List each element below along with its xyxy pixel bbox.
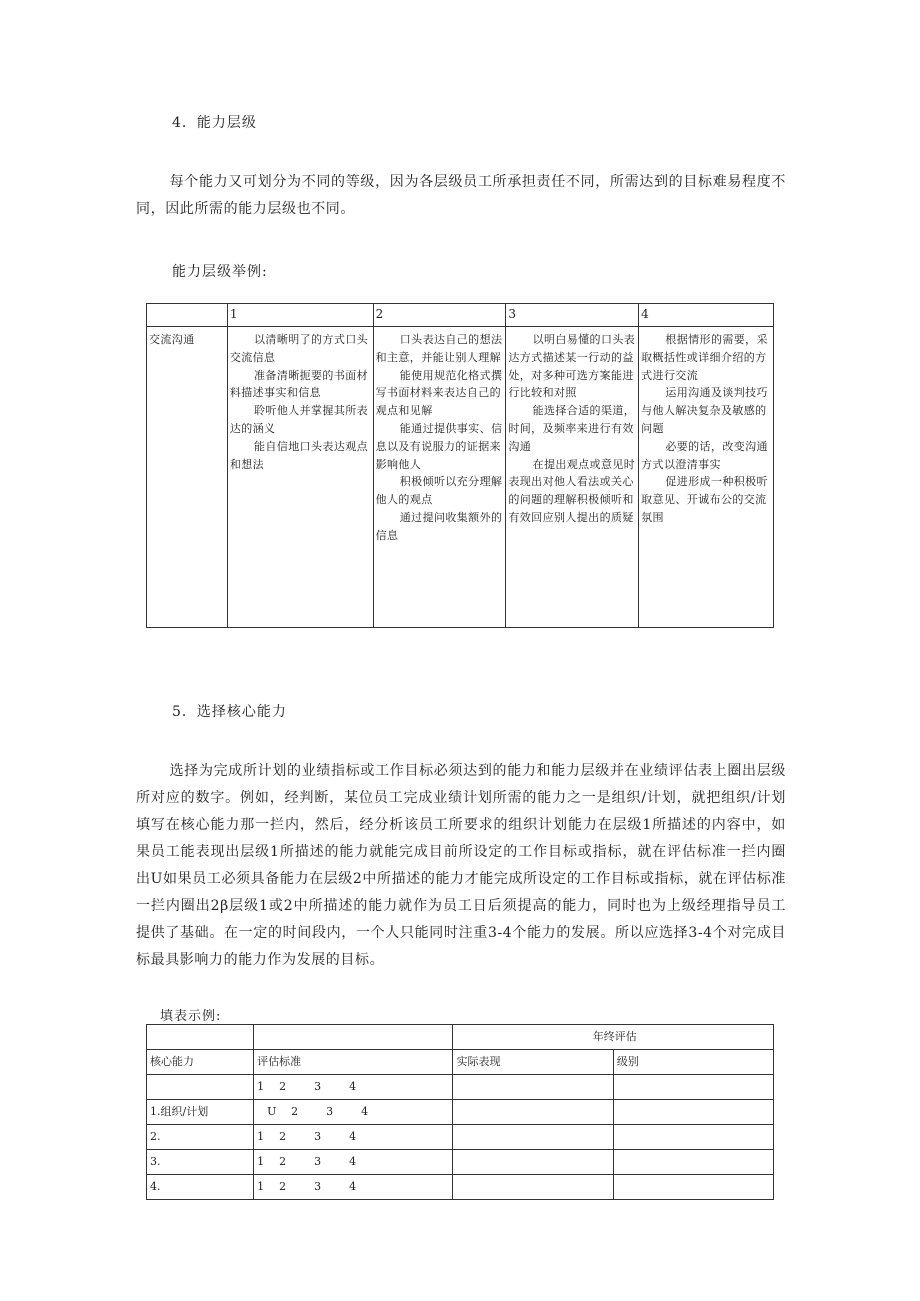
actual-performance-cell[interactable] bbox=[453, 1100, 613, 1125]
year-end-evaluation-header: 年终评估 bbox=[453, 1025, 774, 1050]
scale-value: 3 bbox=[314, 1180, 322, 1193]
level-4-cell bbox=[639, 327, 774, 628]
level-header: 级别 bbox=[613, 1050, 773, 1075]
levels-header-cell: 4 bbox=[639, 304, 774, 327]
levels-row-label: 交流沟通 bbox=[147, 327, 228, 628]
levels-body-row bbox=[147, 327, 774, 628]
scale-cell bbox=[254, 1100, 453, 1125]
section4-paragraph: 每个能力又可划分为不同的等级，因为各层级员工所承担责任不同，所需达到的目标难易程度不同，因此所需的能力层级也不同。 bbox=[136, 174, 786, 217]
scale-value: 4 bbox=[349, 1155, 357, 1168]
table-row bbox=[147, 1150, 774, 1175]
levels-header-cell: 1 bbox=[227, 304, 373, 327]
scale-cell bbox=[254, 1075, 453, 1100]
level-item: 运用沟通及谈判技巧与他人解决复杂及敏感的问题 bbox=[641, 386, 768, 435]
core-ability-cell: 3. bbox=[147, 1150, 254, 1175]
form-table bbox=[146, 1024, 774, 1200]
levels-header-cell: 3 bbox=[506, 304, 639, 327]
levels-header-row bbox=[147, 304, 774, 327]
levels-example-label: 能力层级举例: bbox=[172, 264, 268, 280]
levels-table bbox=[146, 303, 774, 628]
scale-value: 4 bbox=[349, 1180, 357, 1193]
level-item: 在提出观点或意见时表现出对他人看法或关心的问题的理解积极倾听和有效回应别人提出的质疑 bbox=[508, 457, 636, 524]
actual-performance-header: 实际表现 bbox=[453, 1050, 613, 1075]
level-cell[interactable] bbox=[613, 1150, 773, 1175]
levels-header-cell bbox=[147, 304, 228, 327]
level-item: 能选择合适的渠道，时间，及频率来进行有效沟通 bbox=[508, 404, 636, 453]
level-item: 聆听他人并掌握其所表达的涵义 bbox=[229, 404, 369, 435]
scale-value: 4 bbox=[349, 1130, 357, 1143]
level-item: 能通过提供事实、信息以及有说服力的证据来影响他人 bbox=[375, 421, 503, 471]
scale-value: 2 bbox=[291, 1105, 299, 1118]
actual-performance-cell[interactable] bbox=[453, 1150, 613, 1175]
level-item: 口头表达自己的想法和主意，并能让别人理解 bbox=[375, 333, 503, 364]
table-row bbox=[147, 1175, 774, 1200]
level-item: 促进形成一种积极听取意见、开诚布公的交流氛围 bbox=[641, 475, 768, 524]
level-cell[interactable] bbox=[613, 1075, 773, 1100]
level-item: 积极倾听以充分理解他人的观点 bbox=[375, 475, 503, 507]
actual-performance-cell[interactable] bbox=[453, 1125, 613, 1150]
form-blank-cell bbox=[147, 1025, 254, 1050]
level-2-cell bbox=[373, 327, 506, 628]
scale-value: 1 bbox=[257, 1080, 265, 1093]
scale-cell bbox=[254, 1175, 453, 1200]
scale-cell bbox=[254, 1150, 453, 1175]
core-ability-header: 核心能力 bbox=[147, 1050, 254, 1075]
core-ability-cell: 4. bbox=[147, 1175, 254, 1200]
level-cell[interactable] bbox=[613, 1175, 773, 1200]
scale-value: 1 bbox=[257, 1130, 265, 1143]
level-item: 以明白易懂的口头表达方式描述某一行动的益处，对多种可选方案能进行比较和对照 bbox=[508, 333, 636, 400]
scale-value: 1 bbox=[257, 1180, 265, 1193]
scale-value: 3 bbox=[326, 1105, 334, 1118]
form-top-row bbox=[147, 1025, 774, 1050]
level-item: 能自信地口头表达观点和想法 bbox=[229, 439, 369, 471]
scale-value: 4 bbox=[361, 1105, 369, 1118]
scale-value: 2 bbox=[279, 1180, 287, 1193]
table-row bbox=[147, 1075, 774, 1100]
level-item: 准备清晰扼要的书面材料描述事实和信息 bbox=[229, 368, 369, 400]
section5-heading: 5．选择核心能力 bbox=[172, 704, 287, 720]
form-blank-cell bbox=[254, 1025, 453, 1050]
level-1-cell bbox=[227, 327, 373, 628]
level-item: 通过提问收集额外的信息 bbox=[375, 510, 503, 542]
scale-value: U bbox=[267, 1105, 277, 1118]
levels-header-cell: 2 bbox=[373, 304, 506, 327]
level-cell[interactable] bbox=[613, 1100, 773, 1125]
section4-heading: 4．能力层级 bbox=[172, 115, 257, 131]
scale-value: 2 bbox=[279, 1130, 287, 1143]
evaluation-standard-header: 评估标准 bbox=[254, 1050, 453, 1075]
scale-value: 3 bbox=[314, 1155, 322, 1168]
scale-cell bbox=[254, 1125, 453, 1150]
core-ability-cell bbox=[147, 1075, 254, 1100]
level-3-cell bbox=[506, 327, 639, 628]
scale-value: 3 bbox=[314, 1080, 322, 1093]
core-ability-cell: 1.组织/计划 bbox=[147, 1100, 254, 1125]
scale-value: 3 bbox=[314, 1130, 322, 1143]
form-example-label: 填表示例: bbox=[160, 1009, 222, 1024]
table-row bbox=[147, 1100, 774, 1125]
scale-value: 4 bbox=[349, 1080, 357, 1093]
level-item: 以清晰明了的方式口头交流信息 bbox=[229, 333, 369, 364]
scale-value: 1 bbox=[257, 1155, 265, 1168]
level-item: 根据情形的需要，采取概括性或详细介绍的方式进行交流 bbox=[641, 333, 768, 382]
actual-performance-cell[interactable] bbox=[453, 1075, 613, 1100]
level-item: 必要的话，改变沟通方式以澄清事实 bbox=[641, 439, 768, 471]
scale-value: 2 bbox=[279, 1155, 287, 1168]
scale-value: 2 bbox=[279, 1080, 287, 1093]
table-row bbox=[147, 1125, 774, 1150]
core-ability-cell: 2. bbox=[147, 1125, 254, 1150]
actual-performance-cell[interactable] bbox=[453, 1175, 613, 1200]
section5-paragraph: 选择为完成所计划的业绩指标或工作目标必须达到的能力和能力层级并在业绩评估表上圈出层级所对应的数字。例如，经判断，某位员工完成业绩计划所需的能力之一是组织/计划，就把组织/计划填写在核心能力那一拦内，然后，经分析该员工所要求的组织计划能力在层级1所描述的内容中，如果员工能表现出层级1所描述的能力就能完成目前所设定的工作目标或指标，就在评估标准一拦内圈出U如果员工必须具备能力在层级2中所描述的能力才能完成所设定的工作目标或指标，就在评估标准一拦内圈出2β层级1或2中所描述的能力就作为员工日后须提高的能力，同时也为上级经理指导员工提供了基础。在一定的时间段内，一个人只能同时注重3-4个能力的发展。所以应选择3-4个对完成目标最具影响力的能力作为发展的目标。 bbox=[136, 763, 786, 968]
form-header-row bbox=[147, 1050, 774, 1075]
level-item: 能使用规范化格式撰写书面材料来表达自己的观点和见解 bbox=[375, 368, 503, 418]
level-cell[interactable] bbox=[613, 1125, 773, 1150]
